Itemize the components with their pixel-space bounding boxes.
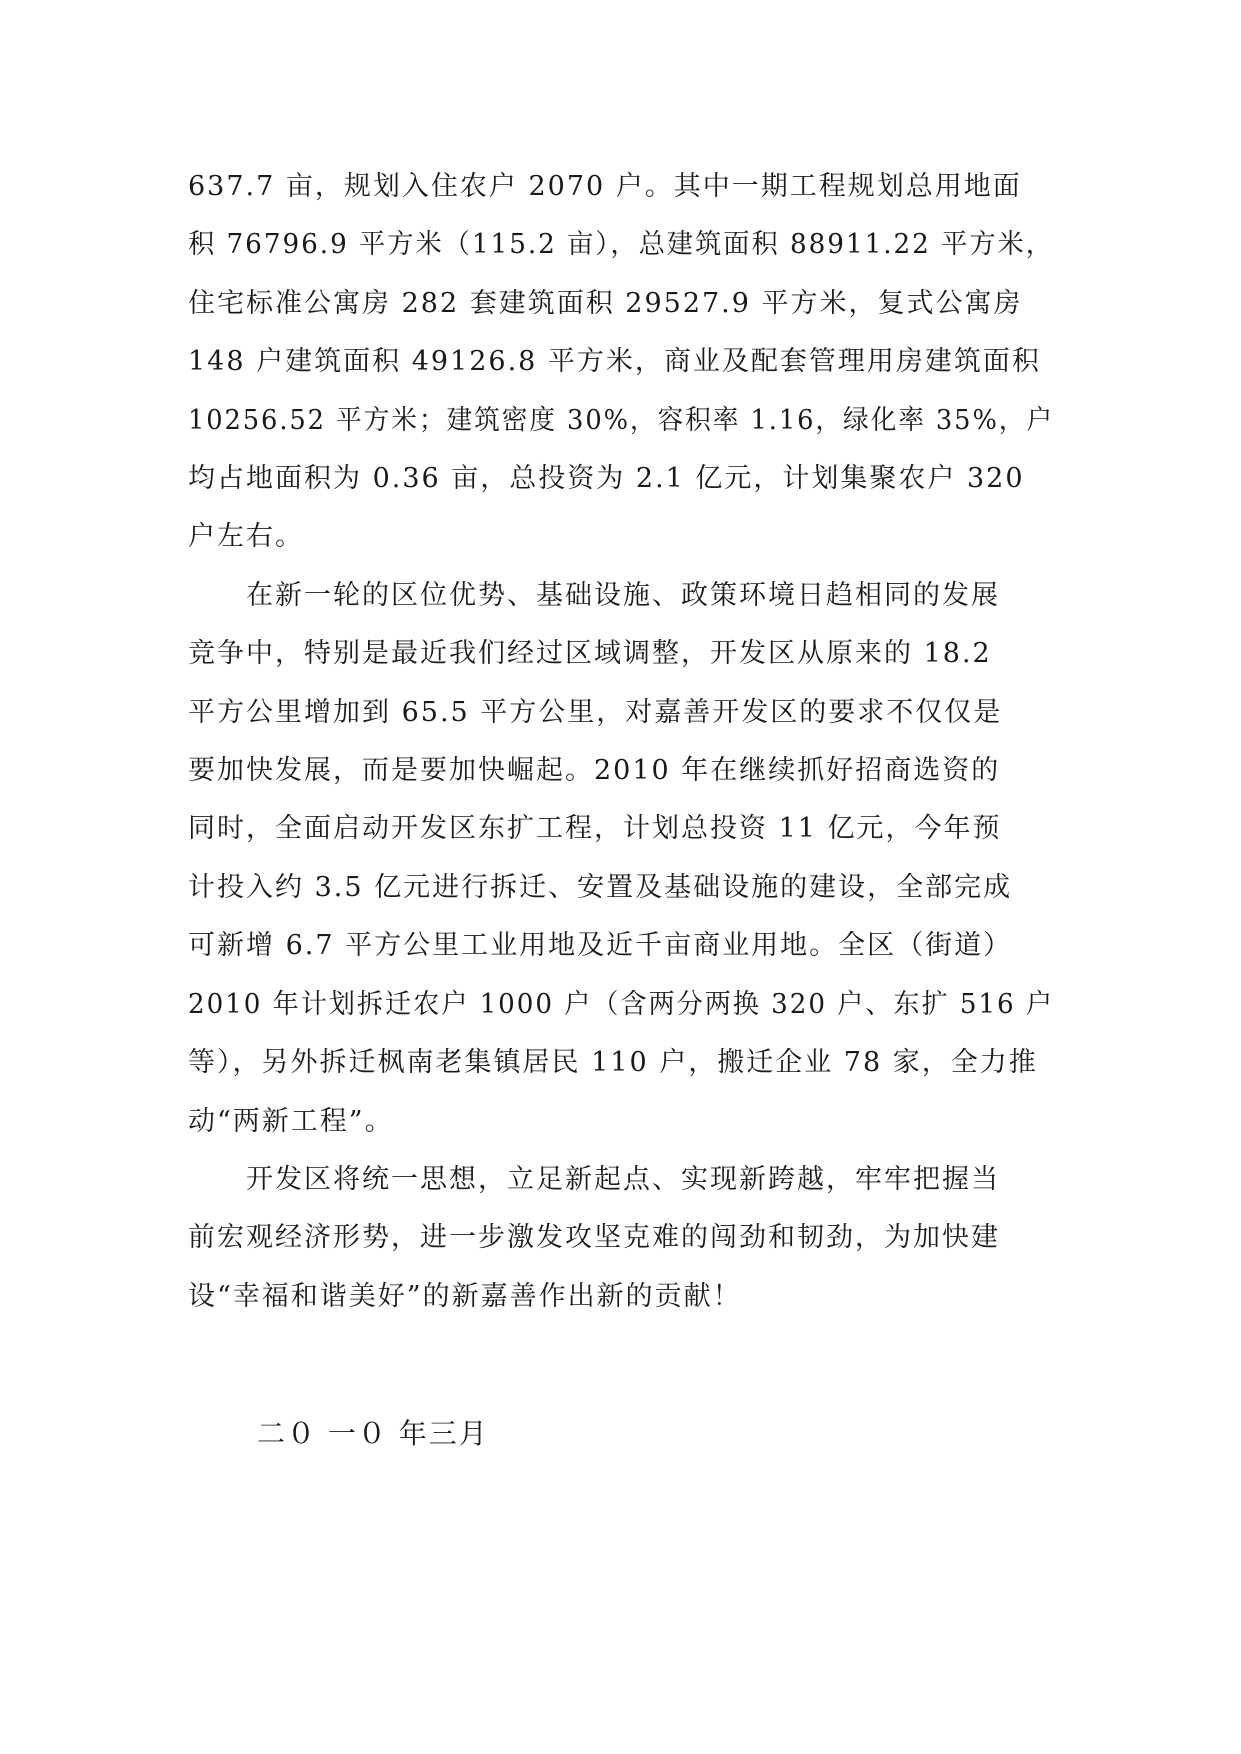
text-line: 平方公里增加到 65.5 平方公里，对嘉善开发区的要求不仅仅是 <box>188 696 1003 728</box>
text-line: 开发区将统一思想，立足新起点、实现新跨越，牢牢把握当 <box>246 1163 1000 1195</box>
text-line: 设“幸福和谐美好”的新嘉善作出新的贡献！ <box>188 1280 742 1312</box>
text-line: 住宅标准公寓房 282 套建筑面积 29527.9 平方米，复式公寓房 <box>188 287 1023 319</box>
paragraph-3 <box>188 1151 1054 1326</box>
text-line: 要加快发展，而是要加快崛起。2010 年在继续抓好招商选资的 <box>188 755 1001 787</box>
text-line: 计投入约 3.5 亿元进行拆迁、安置及基础设施的建设，全部完成 <box>188 871 1013 903</box>
text-line: 积 76796.9 平方米（115.2 亩），总建筑面积 88911.22 平方米， <box>188 229 1054 261</box>
text-line: 在新一轮的区位优势、基础设施、政策环境日趋相同的发展 <box>246 579 1000 611</box>
document-body <box>188 158 1054 1326</box>
text-line: 同时，全面启动开发区东扩工程，计划总投资 11 亿元，今年预 <box>188 813 1002 845</box>
text-line: 10256.52 平方米；建筑密度 30%，容积率 1.16，绿化率 35%，户 <box>188 404 1055 436</box>
text-line: 户左右。 <box>188 521 304 553</box>
text-line: 均占地面积为 0.36 亩，总投资为 2.1 亿元，计划集聚农户 320 <box>188 463 1025 495</box>
text-line: 637.7 亩，规划入住农户 2070 户。其中一期工程规划总用地面 <box>188 171 1022 202</box>
document-date: 二０ 一０ 年三月 <box>257 1417 489 1450</box>
text-line: 前宏观经济形势，进一步激发攻坚克难的闯劲和韧劲，为加快建 <box>188 1222 1000 1254</box>
paragraph-1 <box>188 158 1054 567</box>
text-line: 等），另外拆迁枫南老集镇居民 110 户，搬迁企业 78 家，全力推 <box>188 1047 1038 1079</box>
text-line: 动“两新工程”。 <box>188 1105 394 1137</box>
paragraph-2 <box>188 567 1054 1151</box>
text-line: 148 户建筑面积 49126.8 平方米，商业及配套管理用房建筑面积 <box>188 346 1041 378</box>
text-line: 可新增 6.7 平方公里工业用地及近千亩商业用地。全区（街道） <box>188 930 1013 962</box>
text-line: 2010 年计划拆迁农户 1000 户（含两分两换 320 户、东扩 516 户 <box>188 988 1054 1020</box>
text-line: 竞争中，特别是最近我们经过区域调整，开发区从原来的 18.2 <box>188 638 992 670</box>
